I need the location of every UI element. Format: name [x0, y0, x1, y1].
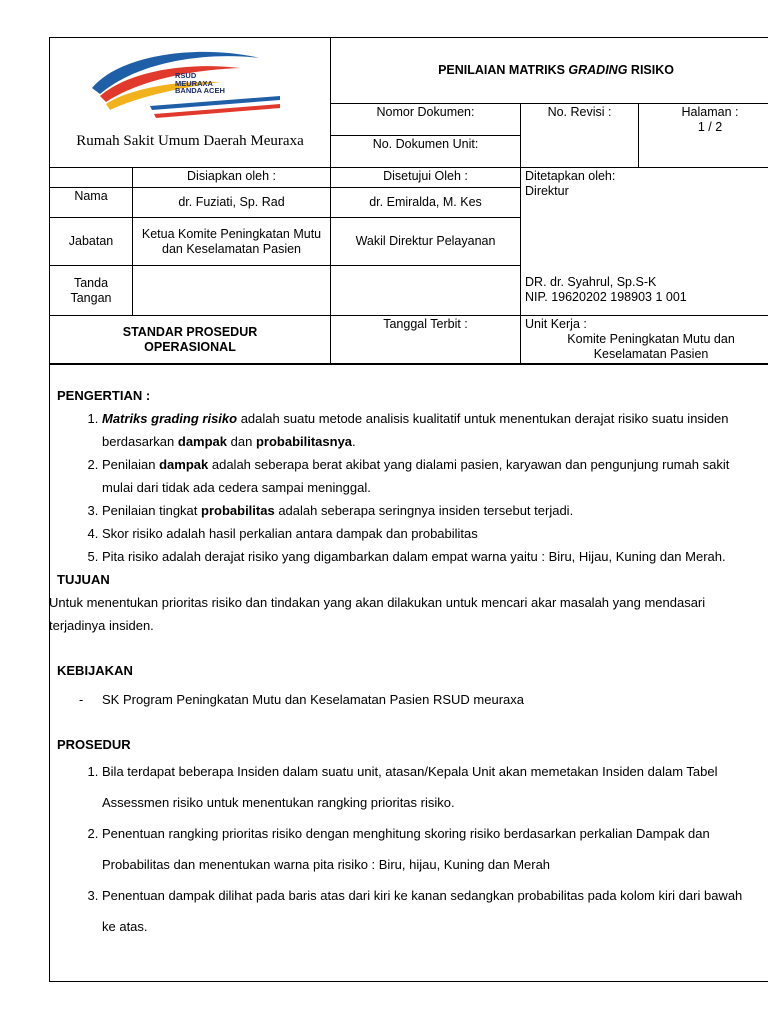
logo-cell [50, 38, 331, 168]
list-item: 5. Pita risiko adalah derajat risiko yang digambarkan dalam empat warna yaitu : Biru, Hijau, Kuning dan Merah. [102, 545, 747, 568]
blank-cell [50, 168, 133, 188]
header-separator [49, 364, 768, 365]
document-title: PENILAIAN MATRIKS GRADING RISIKO [331, 38, 768, 104]
nomor-dokumen-cell: Nomor Dokumen: [331, 104, 521, 136]
nama-label: Nama [50, 188, 133, 218]
prosedur-list [57, 756, 747, 942]
no-dokumen-unit-cell: No. Dokumen Unit: [331, 136, 521, 168]
sop-title: STANDAR PROSEDUR OPERASIONAL [50, 316, 331, 364]
list-item: 2. Penentuan rangking prioritas risiko dengan menghitung skoring risiko berdasarkan perkalian Dampak dan Probabilitas dan menentukan warna pita risiko : Biru, hijau, Kuning dan Merah [102, 818, 747, 880]
list-item: 3. Penilaian tingkat probabilitas adalah seberapa seringnya insiden tersebut terjadi. [102, 499, 747, 522]
list-item: 2. Penilaian dampak adalah seberapa berat akibat yang dialami pasien, karyawan dan pengunjung rumah sakit mulai dari tidak ada cedera sampai meninggal. [102, 453, 747, 499]
director-nip: NIP. 19620202 198903 1 001 [525, 290, 687, 304]
document-body [49, 384, 747, 942]
prosedur-heading: PROSEDUR [57, 737, 131, 752]
jabatan-2: Wakil Direktur Pelayanan [331, 218, 521, 266]
list-item: 1. Bila terdapat beberapa Insiden dalam suatu unit, atasan/Kepala Unit akan memetakan Insiden dalam Tabel Assessmen risiko untuk menentukan rangking prioritas risiko. [102, 756, 747, 818]
no-revisi-cell: No. Revisi : [521, 104, 639, 168]
logo-text: RSUD MEURAXA BANDA ACEH [175, 71, 225, 95]
list-item: 3. Penentuan dampak dilihat pada baris atas dari kiri ke kanan sedangkan probabilitas pada kolom kiri dari bawah ke atas. [102, 880, 747, 942]
nama-1: dr. Fuziati, Sp. Rad [133, 188, 331, 218]
halaman-cell: Halaman : 1 / 2 [639, 104, 768, 168]
disetujui-cell: Disetujui Oleh : [331, 168, 521, 188]
nama-2: dr. Emiralda, M. Kes [331, 188, 521, 218]
list-item: - SK Program Peningkatan Mutu dan Keselamatan Pasien RSUD meuraxa [57, 688, 747, 711]
list-item: 4. Skor risiko adalah hasil perkalian antara dampak dan probabilitas [102, 522, 747, 545]
director-name: DR. dr. Syahrul, Sp.S-K [525, 275, 657, 289]
tujuan-heading: TUJUAN [57, 572, 110, 587]
tanggal-terbit-cell: Tanggal Terbit : [331, 316, 521, 364]
pengertian-list [57, 407, 747, 568]
tanda-tangan-2 [331, 266, 521, 316]
list-item: 1. Matriks grading risiko adalah suatu metode analisis kualitatif untuk menentukan derajat risiko suatu insiden berdasarkan dampak dan probabilitasnya. [102, 407, 747, 453]
jabatan-1: Ketua Komite Peningkatan Mutu dan Keselamatan Pasien [133, 218, 331, 266]
hospital-logo [90, 44, 290, 124]
pengertian-heading: PENGERTIAN : [57, 388, 151, 403]
jabatan-label: Jabatan [50, 218, 133, 266]
tanda-tangan-label: Tanda Tangan [50, 266, 133, 316]
disiapkan-cell: Disiapkan oleh : [133, 168, 331, 188]
ditetapkan-cell: Ditetapkan oleh: Direktur DR. dr. Syahrul, Sp.S-K NIP. 19620202 198903 1 001 [521, 168, 768, 316]
kebijakan-list [57, 688, 747, 711]
kebijakan-heading: KEBIJAKAN [57, 663, 133, 678]
document-header-table [49, 37, 768, 364]
tujuan-text: Untuk menentukan prioritas risiko dan tindakan yang akan dilakukan untuk mencari akar masalah yang mendasari terjadinya insiden. [49, 595, 706, 633]
unit-kerja-cell: Unit Kerja : Komite Peningkatan Mutu dan Keselamatan Pasien [521, 316, 768, 364]
tanda-tangan-1 [133, 266, 331, 316]
hospital-name: Rumah Sakit Umum Daerah Meuraxa [76, 133, 304, 149]
